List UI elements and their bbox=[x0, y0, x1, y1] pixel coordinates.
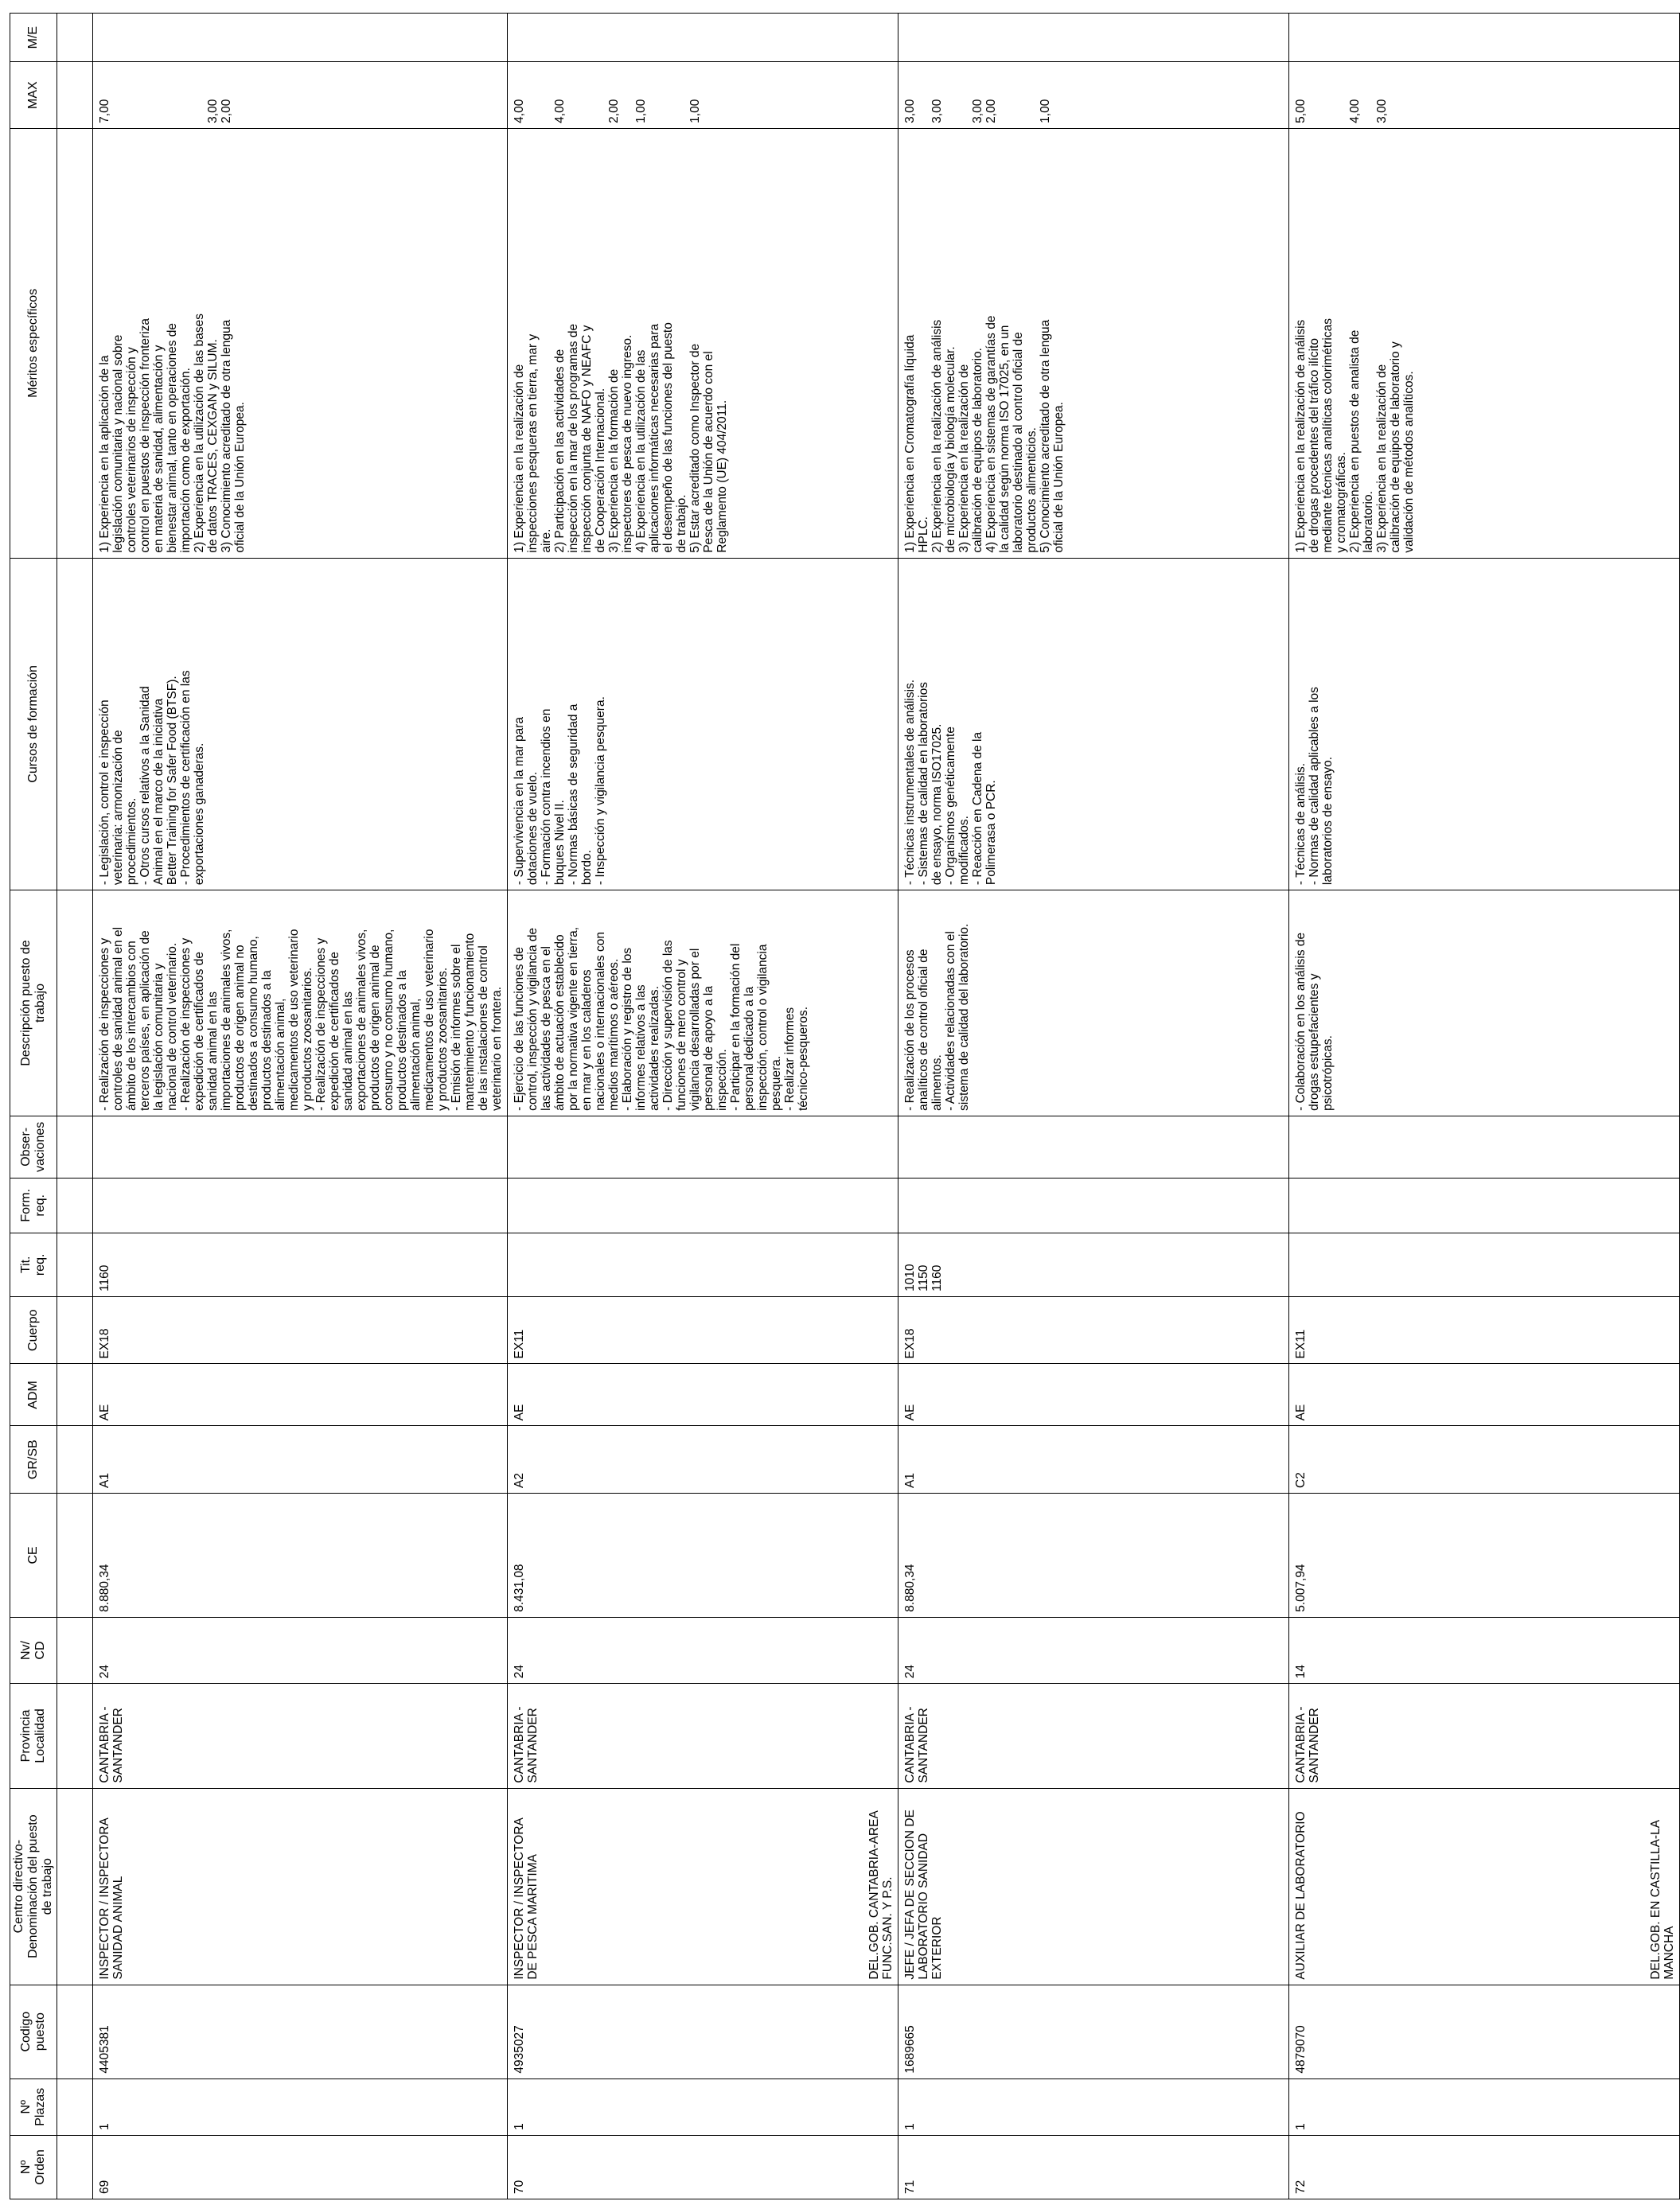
header-max: MAX bbox=[10, 62, 57, 128]
cuerpo-cell: EX18 bbox=[93, 1296, 508, 1364]
max-value: 3,00 bbox=[903, 99, 917, 123]
header-observaciones: Obser- vaciones bbox=[10, 1116, 57, 1178]
max-value bbox=[179, 65, 193, 123]
centro-directivo: DEL.GOB. CANTABRIA-AREA FUNC.SAN. Y P.S. bbox=[867, 1810, 895, 1980]
orden-cell: 71 bbox=[898, 2135, 1289, 2199]
centro-cell bbox=[93, 1788, 508, 1985]
max-value bbox=[166, 65, 179, 123]
codigo-cell: 4935027 bbox=[508, 1985, 898, 2078]
observaciones-cell bbox=[1289, 1116, 1680, 1178]
max-value bbox=[944, 65, 957, 123]
meritos-cell: 1) Experiencia en la realización de análisis de drogas procedentes del tráfico ilícito mediante técnicas analíticas colorimétricas y cromatográficas. 2) Experiencia en puestos de analista de laboratorio. 3) Experiencia en la realización de calibración de equipos de laboratorio y validación de métodos analíticos. bbox=[1289, 128, 1680, 558]
header-meritos: Méritos específicos bbox=[10, 128, 57, 558]
provincia-cell: CANTABRIA - SANTANDER bbox=[93, 1684, 508, 1788]
max-value bbox=[648, 65, 661, 123]
grupo-cell: A1 bbox=[898, 1426, 1289, 1494]
grupo-cell: C2 bbox=[1289, 1426, 1680, 1494]
plazas-cell: 1 bbox=[508, 2078, 898, 2135]
codigo-cell: 1689665 bbox=[898, 1985, 1289, 2078]
centro-cell bbox=[1289, 1788, 1680, 1985]
observaciones-cell bbox=[898, 1116, 1289, 1178]
observaciones-cell bbox=[508, 1116, 898, 1178]
max-value bbox=[138, 65, 152, 123]
table-row bbox=[1289, 14, 1680, 2199]
max-value bbox=[957, 65, 971, 123]
spacer-row bbox=[57, 14, 93, 2199]
max-value bbox=[193, 65, 206, 123]
cursos-cell: - Técnicas instrumentales de análisis. - Sistemas de calidad en laboratorios de ensayo, norma ISO17025. - Organismos genéticamente modificados. - Reacción en Cadena de la Polimerasa o PCR. bbox=[898, 558, 1289, 890]
max-value bbox=[526, 65, 540, 123]
header-provincia: Provincia Localidad bbox=[10, 1684, 57, 1788]
max-value bbox=[540, 65, 553, 123]
titulacion-cell bbox=[508, 1233, 898, 1296]
max-value: 4,00 bbox=[513, 99, 526, 123]
max-cell bbox=[898, 62, 1289, 128]
max-value: 1,00 bbox=[688, 99, 702, 123]
me-cell bbox=[93, 14, 508, 62]
max-value bbox=[594, 65, 607, 123]
max-value bbox=[1012, 65, 1025, 123]
header-plazas: Nº Plazas bbox=[10, 2078, 57, 2135]
max-value: 3,00 bbox=[206, 99, 220, 123]
descripcion-cell: - Colaboración en los análisis de drogas estupefacientes y psicotrópicas. bbox=[1289, 890, 1680, 1116]
header-row bbox=[10, 14, 57, 2199]
plazas-cell: 1 bbox=[93, 2078, 508, 2135]
cuerpo-cell: EX11 bbox=[508, 1296, 898, 1364]
orden-cell: 69 bbox=[93, 2135, 508, 2199]
max-value: 2,00 bbox=[607, 99, 621, 123]
ce-cell: 8.431,08 bbox=[508, 1493, 898, 1617]
max-value: 3,00 bbox=[1375, 99, 1389, 123]
max-value: 3,00 bbox=[930, 99, 944, 123]
max-cell bbox=[1289, 62, 1680, 128]
descripcion-cell: - Realización de inspecciones y controles de sanidad animal en el ámbito de los intercambios con terceros países, en aplicación de la legislación comunitaria y nacional de control veterinario. - Realización de inspecciones y expedición de certificados de sanidad animal en las importaciones de animales vivos, productos de origen animal no destinados a consumo humano, productos destinados a la alimentación animal, medicamentos de uso veterinario y productos zoosanitarios. - Realización de inspecciones y expedición de certificados de sanidad animal en las exportaciones de animales vivos, productos de origen animal de consumo y no consumo humano, productos destinados a la alimentación animal, medicamentos de uso veterinario y productos zoosanitarios. - Emisión de informes sobre el mantenimiento y funcionamiento de las instalaciones de control veterinario en frontera. bbox=[93, 890, 508, 1116]
ce-cell: 8.880,34 bbox=[898, 1493, 1289, 1617]
max-value: 1,00 bbox=[634, 99, 648, 123]
me-cell bbox=[508, 14, 898, 62]
adm-cell: AE bbox=[508, 1364, 898, 1426]
max-value bbox=[675, 65, 688, 123]
max-value: 4,00 bbox=[553, 99, 567, 123]
codigo-cell: 4879070 bbox=[1289, 1985, 1680, 2078]
max-value bbox=[661, 65, 675, 123]
grupo-cell: A1 bbox=[93, 1426, 508, 1494]
nivel-cell: 24 bbox=[898, 1617, 1289, 1683]
header-descripcion: Descripción puesto de trabajo bbox=[10, 890, 57, 1116]
table-row bbox=[508, 14, 898, 2199]
header-orden: Nº Orden bbox=[10, 2135, 57, 2199]
meritos-cell: 1) Experiencia en la aplicación de la legislación comunitaria y nacional sobre controles veterinarios de inspección y control en puestos de inspección fronteriza en materia de sanidad, alimentación y bienestar animal, tanto en operaciones de importación como de exportación. 2) Experiencia en la utilización de las bases de datos TRACES, CEXGAN y SILUM. 3) Conocimiento acreditado de otra lengua oficial de la Unión Europea. bbox=[93, 128, 508, 558]
formacion-cell bbox=[508, 1178, 898, 1233]
titulacion-cell: 1160 bbox=[93, 1233, 508, 1296]
nivel-cell: 14 bbox=[1289, 1617, 1680, 1683]
max-value bbox=[1335, 65, 1348, 123]
header-grupo: GR/SB bbox=[10, 1426, 57, 1494]
max-value bbox=[998, 65, 1012, 123]
nivel-cell: 24 bbox=[93, 1617, 508, 1683]
header-cursos: Cursos de formación bbox=[10, 558, 57, 890]
grupo-cell: A2 bbox=[508, 1426, 898, 1494]
cursos-cell: - Supervivencia en la mar para dotaciones de vuelo. - Formación contra incendios en buques Nivel II. - Normas básicas de seguridad a bordo. - Inspección y vigilancia pesquera. bbox=[508, 558, 898, 890]
header-adm: ADM bbox=[10, 1364, 57, 1426]
plazas-cell: 1 bbox=[898, 2078, 1289, 2135]
max-value: 1,00 bbox=[1039, 99, 1052, 123]
provincia-cell: CANTABRIA - SANTANDER bbox=[898, 1684, 1289, 1788]
cuerpo-cell: EX18 bbox=[898, 1296, 1289, 1364]
formacion-cell bbox=[93, 1178, 508, 1233]
formacion-cell bbox=[898, 1178, 1289, 1233]
max-cell bbox=[93, 62, 508, 128]
max-value: 2,00 bbox=[220, 99, 233, 123]
cuerpo-cell: EX11 bbox=[1289, 1296, 1680, 1364]
puesto-denominacion: INSPECTOR / INSPECTORA SANIDAD ANIMAL bbox=[98, 1817, 125, 1980]
max-value: 7,00 bbox=[98, 99, 111, 123]
header-centro: Centro directivo- Denominación del puesto de trabajo bbox=[10, 1788, 57, 1985]
titulacion-cell: 1010 1150 1160 bbox=[898, 1233, 1289, 1296]
formacion-cell bbox=[1289, 1178, 1680, 1233]
header-me: M/E bbox=[10, 14, 57, 62]
max-cell bbox=[508, 62, 898, 128]
max-value bbox=[917, 65, 930, 123]
puesto-denominacion: JEFE / JEFA DE SECCION DE LABORATORIO SANIDAD EXTERIOR bbox=[903, 1810, 944, 1980]
puesto-denominacion: INSPECTOR / INSPECTORA DE PESCA MARITIMA bbox=[513, 1817, 540, 1980]
centro-directivo: DEL.GOB. EN CASTILLA-LA MANCHA bbox=[1649, 1819, 1676, 1980]
meritos-cell: 1) Experiencia en la realización de inspecciones pesqueras en tierra, mar y aire. 2) Participación en las actividades de inspección en la mar de los programas de inspección conjunta de NAFO y NEAFC y de Cooperación Internacional. 3) Experiencia en la formación de inspectores de pesca de nuevo ingreso. 4) Experiencia en la utilización de las aplicaciones informáticas necesarias para el desempeño de las funciones del puesto de trabajo. 5) Estar acreditado como Inspector de Pesca de la Unión de acuerdo con el Reglamento (UE) 404/2011. bbox=[508, 128, 898, 558]
descripcion-cell: - Ejercicio de las funciones de control, inspección y vigilancia de las actividades de pesca en el ámbito de actuación establecido por la normativa vigente en tierra, en mar y en los caladeros nacionales o internacionales con medios marítimos o aéreos. - Elaboración y registro de los informes relativos a las actividades realizadas. - Dirección y supervisión de las funciones de mero control y vigilancia desarrolladas por el personal de apoyo a la inspección. - Participar en la formación del personal dedicado a la inspección, control o vigilancia pesquera. - Realizar informes técnico-pesqueros. bbox=[508, 890, 898, 1116]
max-value bbox=[567, 65, 580, 123]
max-value bbox=[580, 65, 594, 123]
orden-cell: 70 bbox=[508, 2135, 898, 2199]
me-cell bbox=[898, 14, 1289, 62]
plazas-cell: 1 bbox=[1289, 2078, 1680, 2135]
max-value bbox=[621, 65, 634, 123]
centro-cell bbox=[508, 1788, 898, 1985]
max-value bbox=[111, 65, 125, 123]
max-value: 3,00 bbox=[971, 99, 984, 123]
adm-cell: AE bbox=[93, 1364, 508, 1426]
nivel-cell: 24 bbox=[508, 1617, 898, 1683]
max-value bbox=[1025, 65, 1039, 123]
ce-cell: 5.007,94 bbox=[1289, 1493, 1680, 1617]
centro-cell bbox=[898, 1788, 1289, 1985]
adm-cell: AE bbox=[1289, 1364, 1680, 1426]
header-titulacion: Tit. req. bbox=[10, 1233, 57, 1296]
puesto-denominacion: AUXILIAR DE LABORATORIO bbox=[1294, 1811, 1308, 1980]
orden-cell: 72 bbox=[1289, 2135, 1680, 2199]
header-formacion: Form. req. bbox=[10, 1178, 57, 1233]
header-nivel: Nv/ CD bbox=[10, 1617, 57, 1683]
header-ce: CE bbox=[10, 1493, 57, 1617]
meritos-cell: 1) Experiencia en Cromatografía líquida HPLC. 2) Experiencia en la realización de análisis de microbiología y biología molecular. 3) Experiencia en la realización de calibración de equipos de laboratorio. 4) Experiencia en sistemas de garantías de la calidad según norma ISO 17025, en un laboratorio destinado al control oficial de productos alimenticios. 5) Conocimiento acreditado de otra lengua oficial de la Unión Europea. bbox=[898, 128, 1289, 558]
header-codigo: Codigo puesto bbox=[10, 1985, 57, 2078]
titulacion-cell bbox=[1289, 1233, 1680, 1296]
max-value bbox=[1321, 65, 1335, 123]
max-value bbox=[152, 65, 166, 123]
max-value: 5,00 bbox=[1294, 99, 1308, 123]
header-cuerpo: Cuerpo bbox=[10, 1296, 57, 1364]
codigo-cell: 4405381 bbox=[93, 1985, 508, 2078]
provincia-cell: CANTABRIA - SANTANDER bbox=[508, 1684, 898, 1788]
adm-cell: AE bbox=[898, 1364, 1289, 1426]
max-value: 2,00 bbox=[984, 99, 998, 123]
ce-cell: 8.880,34 bbox=[93, 1493, 508, 1617]
cursos-cell: - Legislación, control e inspección veterinaria: armonización de procedimientos. - Otros cursos relativos a la Sanidad Animal en el marco de la iniciativa Better Training for Safer Food (BTSF). - Procedimientos de certificación en las exportaciones ganaderas. bbox=[93, 558, 508, 890]
provincia-cell: CANTABRIA - SANTANDER bbox=[1289, 1684, 1680, 1788]
max-value bbox=[1362, 65, 1375, 123]
table-row bbox=[93, 14, 508, 2199]
observaciones-cell bbox=[93, 1116, 508, 1178]
max-value bbox=[125, 65, 138, 123]
max-value bbox=[1308, 65, 1321, 123]
cursos-cell: - Técnicas de análisis. - Normas de calidad aplicables a los laboratorios de ensayo. bbox=[1289, 558, 1680, 890]
table-row bbox=[898, 14, 1289, 2199]
me-cell bbox=[1289, 14, 1680, 62]
job-positions-table bbox=[10, 13, 1680, 2199]
descripcion-cell: - Realización de los procesos analíticos de control oficial de alimentos. - Actividades relacionadas con el sistema de calidad del laboratorio. bbox=[898, 890, 1289, 1116]
max-value: 4,00 bbox=[1348, 99, 1362, 123]
